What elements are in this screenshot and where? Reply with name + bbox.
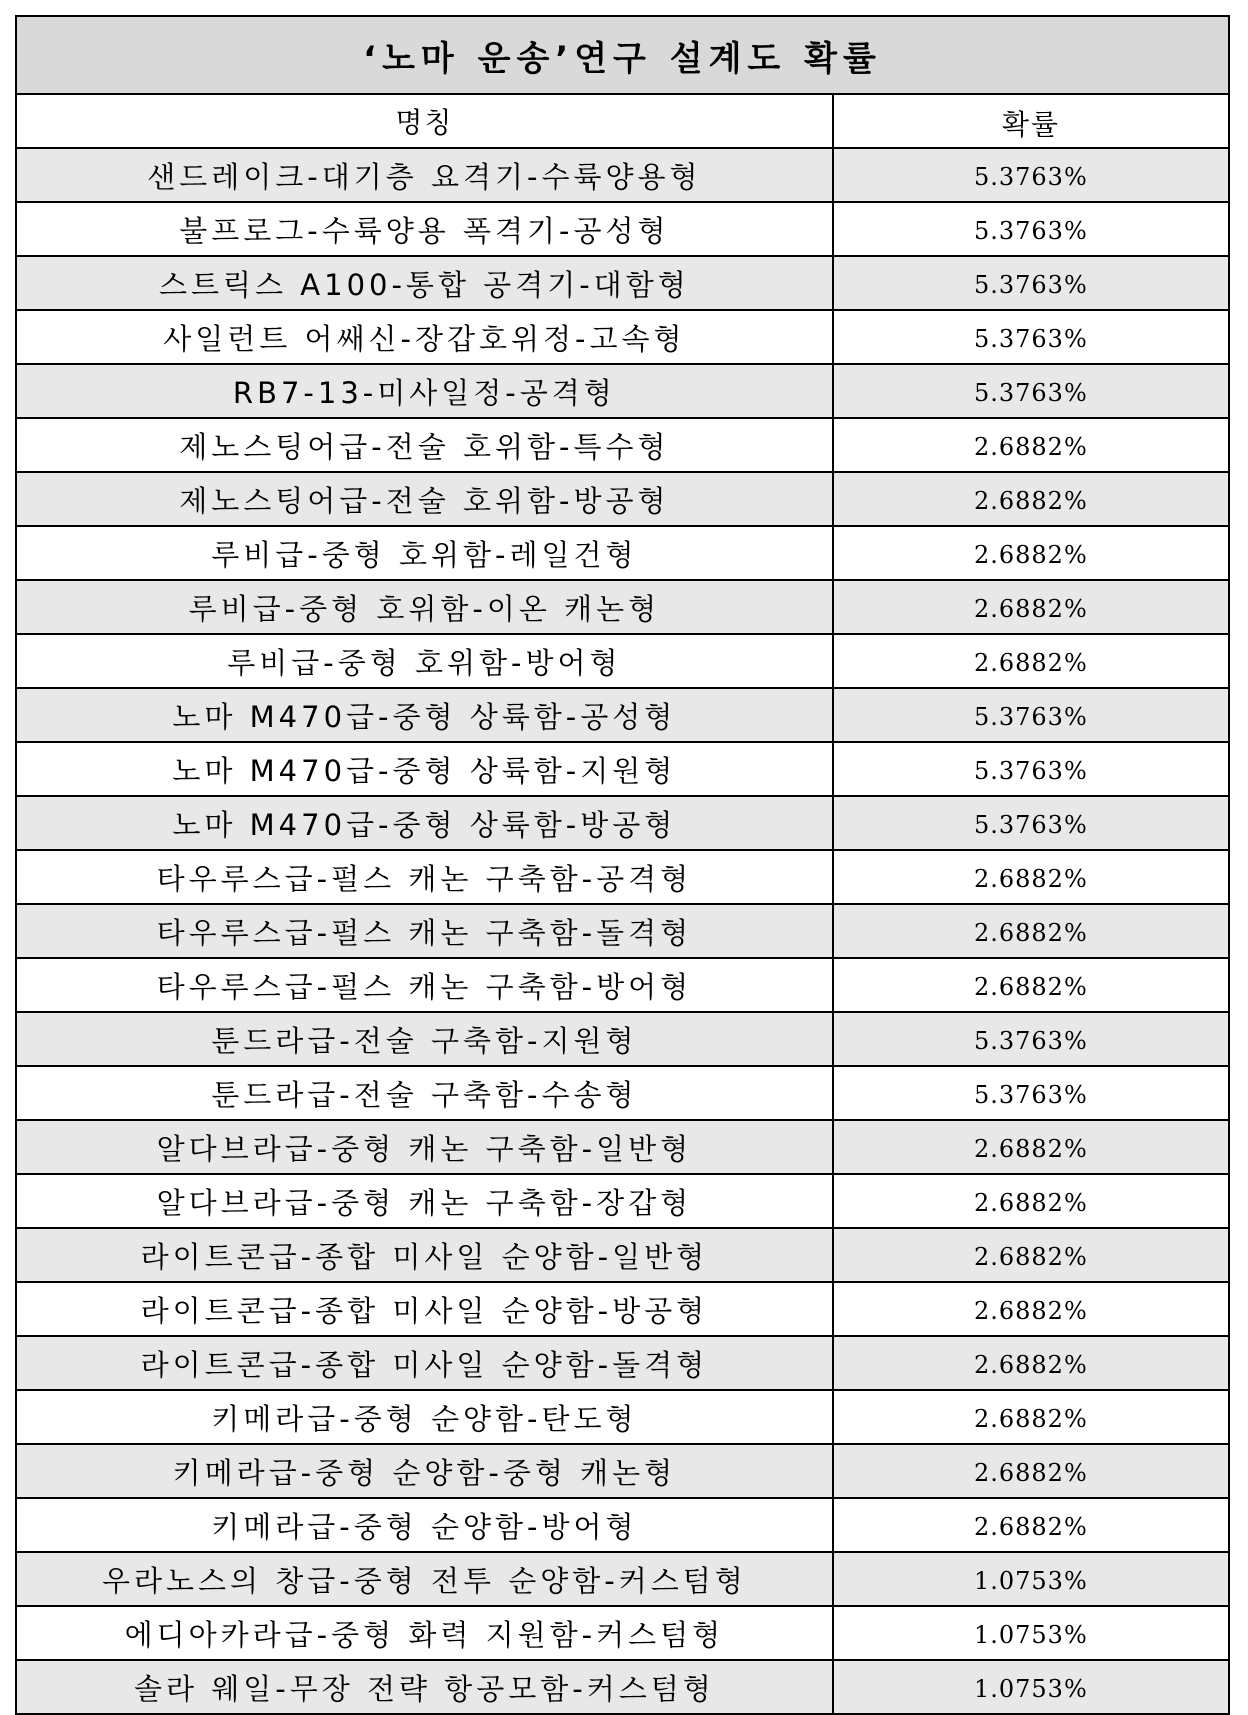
blueprint-name-cell: 키메라급-중형 순양함-중형 캐논형 bbox=[16, 1444, 833, 1498]
probability-cell: 2.6882% bbox=[833, 1174, 1229, 1228]
table-row bbox=[16, 310, 1229, 364]
table-row bbox=[16, 418, 1229, 472]
probability-cell: 5.3763% bbox=[833, 742, 1229, 796]
probability-cell: 2.6882% bbox=[833, 526, 1229, 580]
table-row bbox=[16, 1120, 1229, 1174]
blueprint-name-cell: 라이트콘급-종합 미사일 순양함-방공형 bbox=[16, 1282, 833, 1336]
blueprint-name-cell: 툰드라급-전술 구축함-수송형 bbox=[16, 1066, 833, 1120]
table-row bbox=[16, 688, 1229, 742]
table-row bbox=[16, 364, 1229, 418]
probability-cell: 2.6882% bbox=[833, 580, 1229, 634]
blueprint-name-cell: 툰드라급-전술 구축함-지원형 bbox=[16, 1012, 833, 1066]
table-row bbox=[16, 1282, 1229, 1336]
blueprint-name-cell: 노마 M470급-중형 상륙함-지원형 bbox=[16, 742, 833, 796]
probability-cell: 5.3763% bbox=[833, 688, 1229, 742]
blueprint-name-cell: 타우루스급-펄스 캐논 구축함-공격형 bbox=[16, 850, 833, 904]
table-body bbox=[16, 94, 1229, 1714]
probability-cell: 2.6882% bbox=[833, 1282, 1229, 1336]
blueprint-name-cell: 타우루스급-펄스 캐논 구축함-방어형 bbox=[16, 958, 833, 1012]
blueprint-name-cell: 라이트콘급-종합 미사일 순양함-일반형 bbox=[16, 1228, 833, 1282]
blueprint-name-cell: 노마 M470급-중형 상륙함-공성형 bbox=[16, 688, 833, 742]
probability-cell: 5.3763% bbox=[833, 364, 1229, 418]
header-name: 명칭 bbox=[16, 94, 833, 148]
blueprint-name-cell: 키메라급-중형 순양함-방어형 bbox=[16, 1498, 833, 1552]
table-row bbox=[16, 850, 1229, 904]
blueprint-name-cell: 루비급-중형 호위함-방어형 bbox=[16, 634, 833, 688]
table-row bbox=[16, 634, 1229, 688]
blueprint-name-cell: 라이트콘급-종합 미사일 순양함-돌격형 bbox=[16, 1336, 833, 1390]
table-row bbox=[16, 1390, 1229, 1444]
table-row bbox=[16, 202, 1229, 256]
blueprint-name-cell: 루비급-중형 호위함-레일건형 bbox=[16, 526, 833, 580]
table-row bbox=[16, 796, 1229, 850]
blueprint-name-cell: 불프로그-수륙양용 폭격기-공성형 bbox=[16, 202, 833, 256]
blueprint-name-cell: 제노스팅어급-전술 호위함-방공형 bbox=[16, 472, 833, 526]
table-row bbox=[16, 472, 1229, 526]
table-row bbox=[16, 1444, 1229, 1498]
blueprint-name-cell: 키메라급-중형 순양함-탄도형 bbox=[16, 1390, 833, 1444]
probability-cell: 5.3763% bbox=[833, 256, 1229, 310]
probability-cell: 5.3763% bbox=[833, 310, 1229, 364]
blueprint-name-cell: RB7-13-미사일정-공격형 bbox=[16, 364, 833, 418]
probability-cell: 1.0753% bbox=[833, 1552, 1229, 1606]
probability-cell: 2.6882% bbox=[833, 1390, 1229, 1444]
blueprint-name-cell: 노마 M470급-중형 상륙함-방공형 bbox=[16, 796, 833, 850]
table-row bbox=[16, 580, 1229, 634]
table-row bbox=[16, 526, 1229, 580]
probability-cell: 2.6882% bbox=[833, 904, 1229, 958]
table-row bbox=[16, 958, 1229, 1012]
table-row bbox=[16, 1228, 1229, 1282]
table-row bbox=[16, 1498, 1229, 1552]
table-row bbox=[16, 1660, 1229, 1714]
blueprint-name-cell: 우라노스의 창급-중형 전투 순양함-커스텀형 bbox=[16, 1552, 833, 1606]
table-row bbox=[16, 742, 1229, 796]
blueprint-probability-table bbox=[15, 15, 1230, 1715]
blueprint-name-cell: 타우루스급-펄스 캐논 구축함-돌격형 bbox=[16, 904, 833, 958]
title-row bbox=[16, 16, 1229, 94]
table-row bbox=[16, 1174, 1229, 1228]
probability-cell: 2.6882% bbox=[833, 634, 1229, 688]
probability-cell: 2.6882% bbox=[833, 1498, 1229, 1552]
blueprint-name-cell: 루비급-중형 호위함-이온 캐논형 bbox=[16, 580, 833, 634]
probability-cell: 2.6882% bbox=[833, 958, 1229, 1012]
header-probability: 확률 bbox=[833, 94, 1229, 148]
blueprint-name-cell: 샌드레이크-대기층 요격기-수륙양용형 bbox=[16, 148, 833, 202]
probability-cell: 2.6882% bbox=[833, 472, 1229, 526]
probability-cell: 5.3763% bbox=[833, 202, 1229, 256]
table-row bbox=[16, 1066, 1229, 1120]
table-row bbox=[16, 1606, 1229, 1660]
blueprint-name-cell: 제노스팅어급-전술 호위함-특수형 bbox=[16, 418, 833, 472]
header-row bbox=[16, 94, 1229, 148]
blueprint-name-cell: 알다브라급-중형 캐논 구축함-일반형 bbox=[16, 1120, 833, 1174]
probability-cell: 5.3763% bbox=[833, 1066, 1229, 1120]
table-row bbox=[16, 256, 1229, 310]
blueprint-name-cell: 사일런트 어쌔신-장갑호위정-고속형 bbox=[16, 310, 833, 364]
probability-cell: 2.6882% bbox=[833, 1120, 1229, 1174]
probability-cell: 2.6882% bbox=[833, 1444, 1229, 1498]
blueprint-name-cell: 알다브라급-중형 캐논 구축함-장갑형 bbox=[16, 1174, 833, 1228]
table-row bbox=[16, 1336, 1229, 1390]
table-row bbox=[16, 1012, 1229, 1066]
blueprint-name-cell: 스트릭스 A100-통합 공격기-대함형 bbox=[16, 256, 833, 310]
table-row bbox=[16, 148, 1229, 202]
probability-cell: 5.3763% bbox=[833, 148, 1229, 202]
probability-cell: 1.0753% bbox=[833, 1660, 1229, 1714]
table-row bbox=[16, 904, 1229, 958]
blueprint-name-cell: 에디아카라급-중형 화력 지원함-커스텀형 bbox=[16, 1606, 833, 1660]
table-title: ‘노마 운송’연구 설계도 확률 bbox=[16, 16, 1229, 94]
probability-cell: 2.6882% bbox=[833, 1228, 1229, 1282]
probability-cell: 1.0753% bbox=[833, 1606, 1229, 1660]
probability-cell: 2.6882% bbox=[833, 850, 1229, 904]
probability-cell: 2.6882% bbox=[833, 418, 1229, 472]
probability-cell: 5.3763% bbox=[833, 796, 1229, 850]
table-row bbox=[16, 1552, 1229, 1606]
blueprint-name-cell: 솔라 웨일-무장 전략 항공모함-커스텀형 bbox=[16, 1660, 833, 1714]
probability-cell: 5.3763% bbox=[833, 1012, 1229, 1066]
probability-cell: 2.6882% bbox=[833, 1336, 1229, 1390]
